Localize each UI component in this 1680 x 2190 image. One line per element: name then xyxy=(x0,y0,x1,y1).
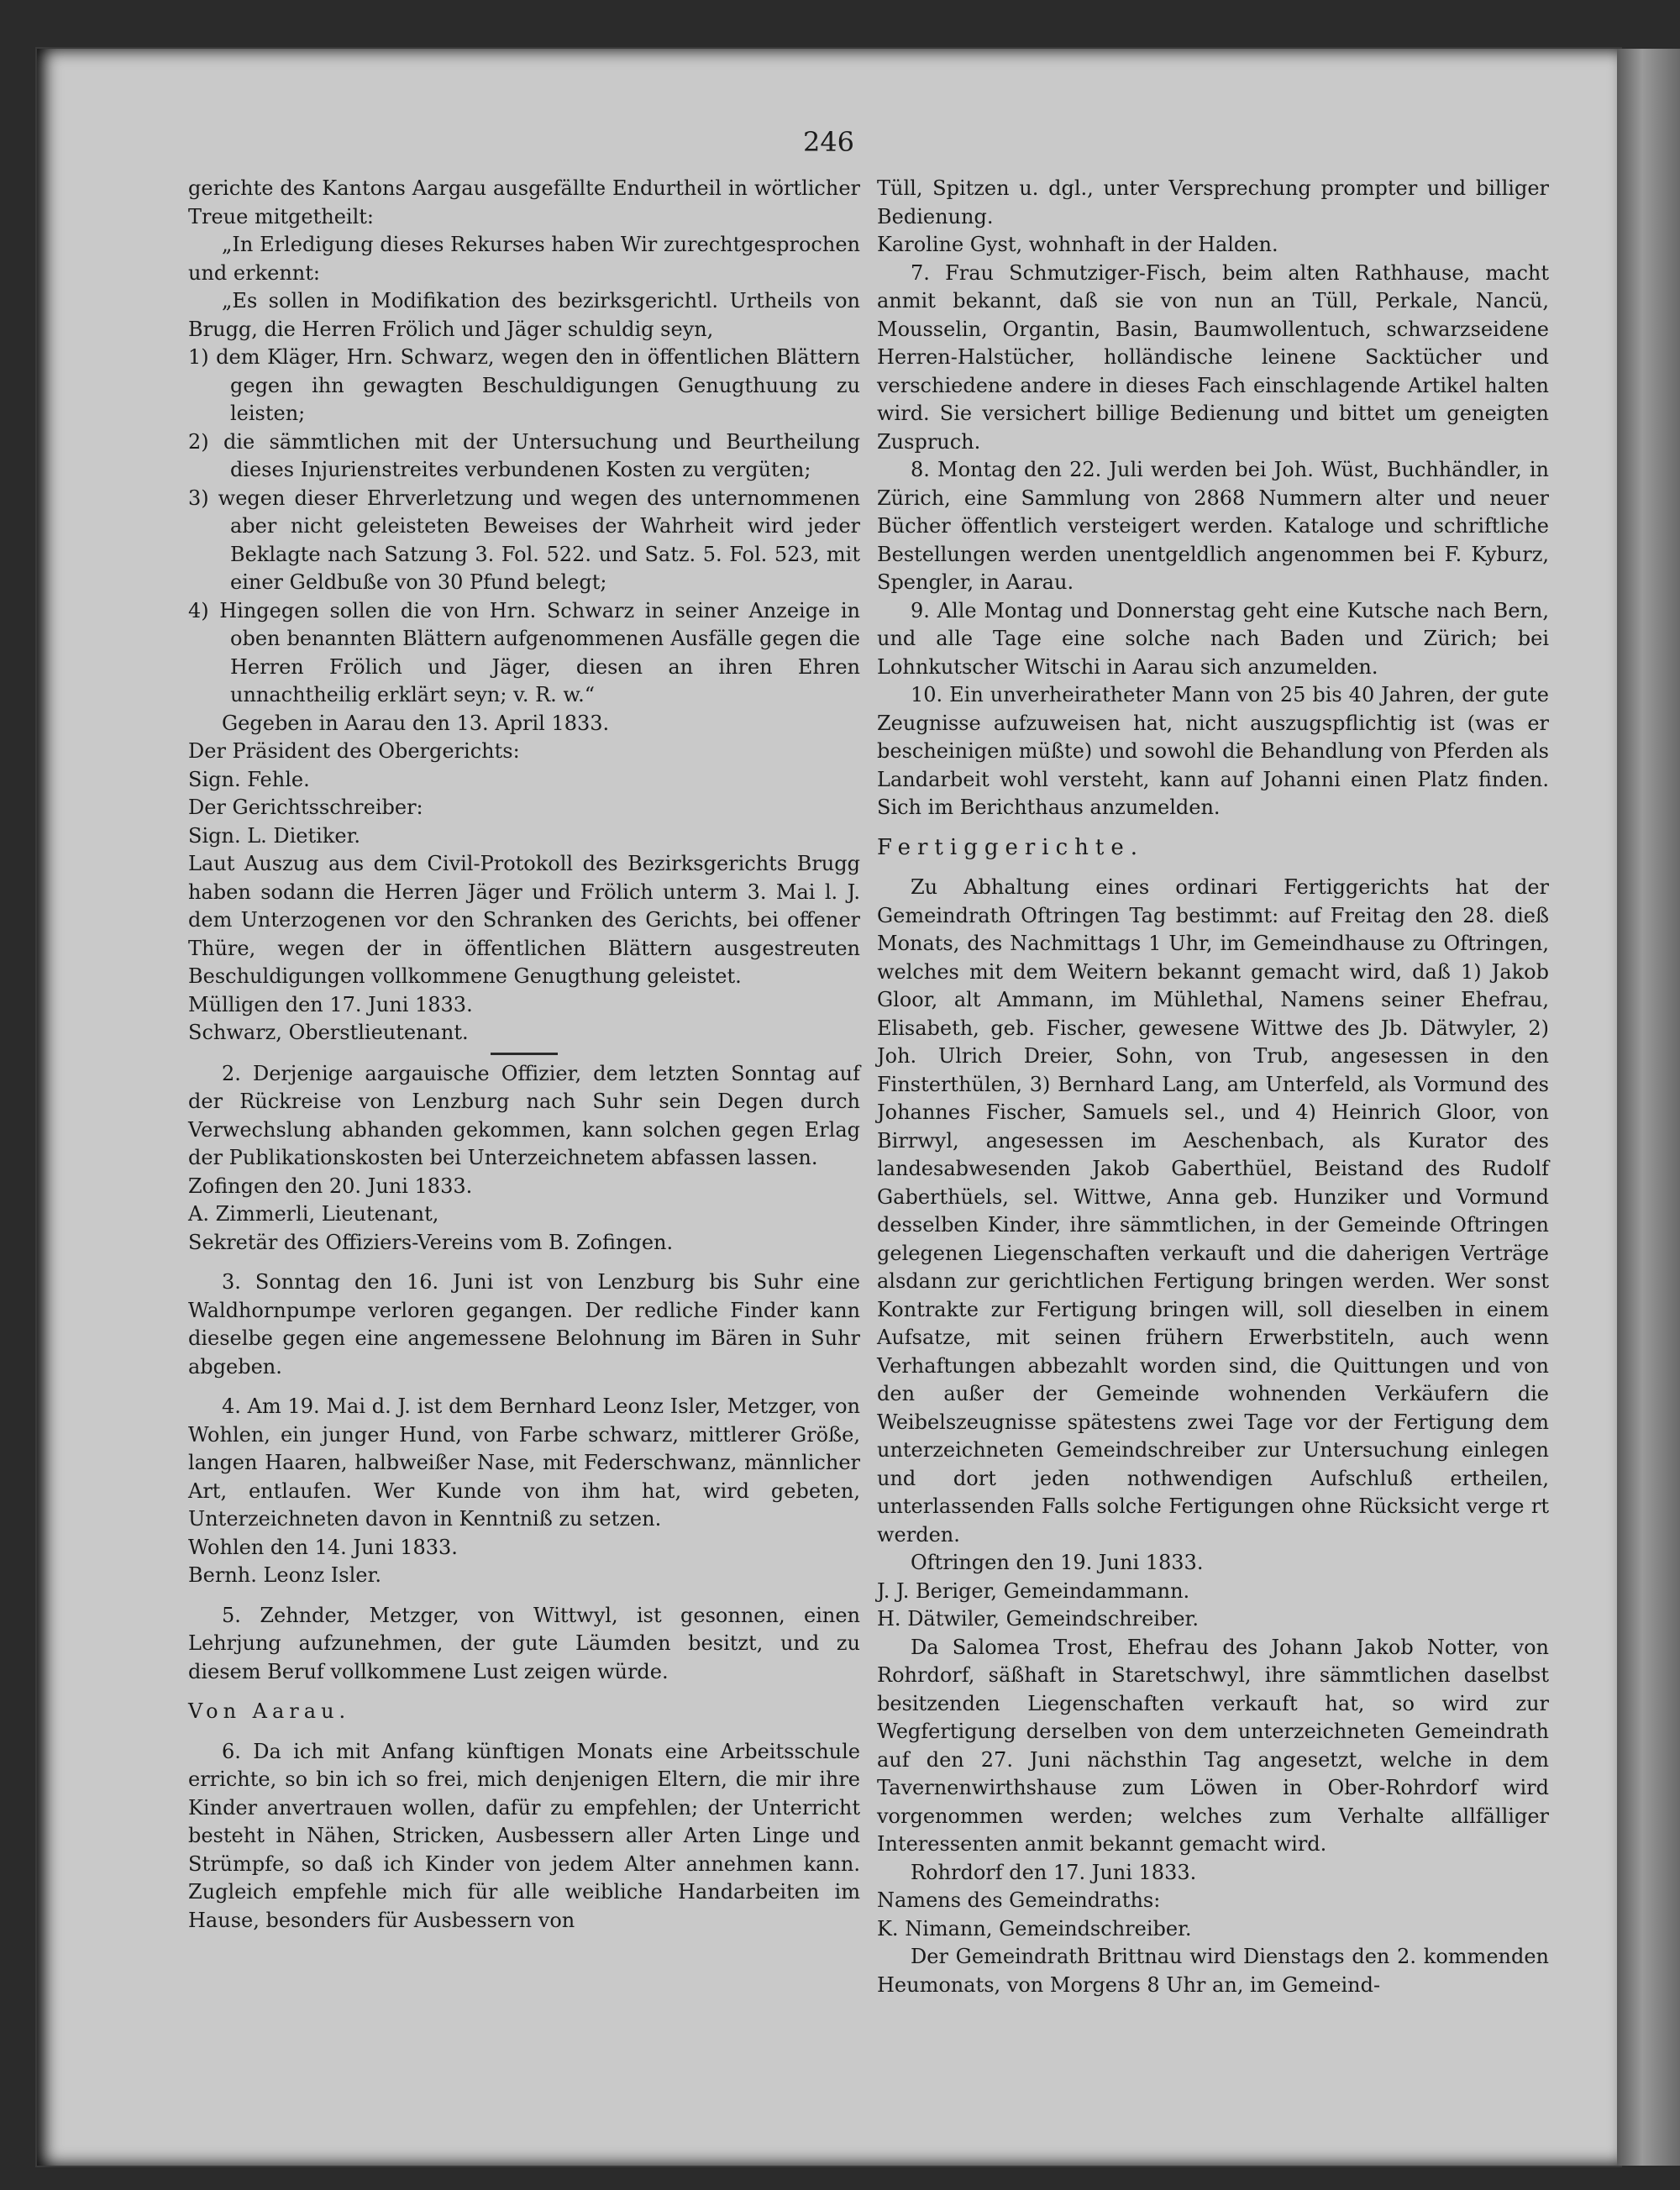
section-divider xyxy=(491,1053,558,1055)
notice-5: 5. Zehnder, Metzger, von Wittwyl, ist gesonnen, einen Lehrjung aufzunehmen, der gute Läumden besitzt, und zu diesem Beruf vollkommene Lust zeigen würde. xyxy=(188,1603,860,1683)
notice-2-signature-title: Sekretär des Offiziers-Vereins vom B. Zofingen. xyxy=(188,1230,674,1254)
clerk-signature: Sign. L. Dietiker. xyxy=(188,823,361,848)
fertiggericht-rohrdorf-signature-2: K. Nimann, Gemeindschreiber. xyxy=(877,1916,1192,1941)
spacer xyxy=(188,1257,860,1268)
muelligen-date: Mülligen den 17. Juni 1833. xyxy=(188,992,473,1016)
fertiggericht-rohrdorf-signature-1: Namens des Gemeindraths: xyxy=(877,1888,1161,1912)
page-number: 246 xyxy=(802,126,855,158)
notice-8: 8. Montag den 22. Juli werden bei Joh. Wüst, Buchhändler, in Zürich, eine Sammlung von 2868 Nummern alter und neuer Bücher öffentlich versteigert werden. Kataloge und schriftliche Bestellungen werden unentgeldlich angenommen bei F. Kyburz, Spengler, in Aarau. xyxy=(877,458,1549,594)
notice-9: 9. Alle Montag und Donnerstag geht eine Kutsche nach Bern, und alle Tage eine solche nach Baden und Zürich; bei Lohnkutscher Witschi in Aarau sich anzumelden. xyxy=(877,598,1549,679)
given-date: Gegeben in Aarau den 13. April 1833. xyxy=(222,711,610,735)
fertiggericht-oftringen-signature-2: H. Dätwiler, Gemeindschreiber. xyxy=(877,1607,1200,1631)
notice-10: 10. Ein unverheiratheter Mann von 25 bis 40 Jahren, der gute Zeugnisse aufzuweisen hat, nicht auszugspflichtig ist (was er bescheinigen müßte) und sowohl die Behandlung von Pferden als Landarbeit wohl versteht, kann auf Johanni einen Platz finden. Sich im Berichthaus anzumelden. xyxy=(877,683,1549,819)
notice-4-date: Wohlen den 14. Juni 1833. xyxy=(188,1535,458,1559)
verdict-list xyxy=(188,344,860,710)
spacer xyxy=(188,1381,860,1393)
spacer xyxy=(188,1726,860,1738)
fertiggericht-rohrdorf-date: Rohrdorf den 17. Juni 1833. xyxy=(911,1860,1197,1884)
verdict-item: 1) dem Kläger, Hrn. Schwarz, wegen den in öffentlichen Blättern gegen ihn gewagten Beschuldigungen Genugthuung zu leisten; xyxy=(188,345,860,425)
fertiggericht-oftringen: Zu Abhaltung eines ordinari Fertiggerichts hat der Gemeindrath Oftringen Tag bestimmt: auf Freitag den 28. dieß Monats, des Nachmittags 1 Uhr, im Gemeindhause zu Oftringen, welches mit dem Weitern bekannt gemacht wird, daß 1) Jakob Gloor, alt Ammann, im Mühlethal, Namens seiner Ehefrau, Elisabeth, geb. Fischer, gewesene Wittwe des Jb. Dätwyler, 2) Joh. Ulrich Dreier, Sohn, von Trub, angesessen in den Finsterthülen, 3) Bernhard Lang, am Unterfeld, als Vormund des Johannes Fischer, Samuels sel., und 4) Heinrich Gloor, von Birrwyl, angesessen im Aeschenbach, als Kurator des landesabwesenden Jakob Gaberthüel, Beistand des Rudolf Gaberthüels, sel. Wittwe, Anna geb. Hunziker und Vormund desselben Kinder, ihre sämmtlichen, in der Gemeinde Oftringen gelegenen Liegenschaften verkauft und die daherigen Verträge alsdann zur gerichtlichen Fertigung bringen werden. Wer sonst Kontrakte zur Fertigung bringen will, soll dieselben in einem Aufsatze, mit seinen frühern Erwerbstiteln, auch wenn Verhaftungen abbezahlt worden sind, die Quittungen und von den außer der Gemeinde wohnenden Verkäufern die Weibelszeugnisse spätestens zwei Tage vor der Fertigung dem unterzeichneten Gemeindschreiber zur Untersuchung einlegen und dort jeden nothwendigen Aufschluß ertheilen, unterlassenden Falls solche Fertigungen ohne Rücksicht verge rt werden. xyxy=(877,875,1549,1547)
verdict-item: 2) die sämmtlichen mit der Untersuchung und Beurtheilung dieses Injurienstreites verbundenen Kosten zu vergüten; xyxy=(188,429,860,481)
notice-6: 6. Da ich mit Anfang künftigen Monats eine Arbeitsschule errichte, so bin ich so frei, mich denjenigen Eltern, die mir ihre Kinder anvertrauen wollen, dafür zu empfehlen; der Unterricht besteht in Nähen, Stricken, Ausbessern aller Arten Linge und Strümpfe, so daß ich Kinder von jedem Alter annehmen kann. Zugleich empfehle mich für alle weibliche Handarbeiten im Hause, besonders für Ausbessern von xyxy=(188,1739,860,1932)
quote-main: „Es sollen in Modifikation des bezirksgerichtl. Urtheils von Brugg, die Herren Frölich und Jäger schuldig seyn, xyxy=(188,289,860,341)
verdict-item: 4) Hingegen sollen die von Hrn. Schwarz in seiner Anzeige in oben benannten Blättern aufgenommenen Ausfälle gegen die Herren Frölich und Jäger, diesen an ihren Ehren unnachtheilig erklärt seyn; v. R. w.“ xyxy=(188,598,860,706)
fertiggerichte-heading: Fertiggerichte. xyxy=(877,834,1145,860)
spacer xyxy=(877,862,1549,874)
notice-4-signature: Bernh. Leonz Isler. xyxy=(188,1563,381,1587)
verdict-item: 3) wegen dieser Ehrverletzung und wegen des unternommenen aber nicht geleisteten Beweises der Wahrheit wird jeder Beklagte nach Satzung 3. Fol. 522. und Satz. 5. Fol. 523, mit einer Geldbuße von 30 Pfund belegt; xyxy=(188,486,860,594)
notice-2-signature: A. Zimmerli, Lieutenant, xyxy=(188,1202,439,1226)
adjacent-page-edge xyxy=(1617,49,1680,2166)
fertiggericht-oftringen-signature-1: J. J. Beriger, Gemeindammann. xyxy=(877,1578,1190,1603)
president-title: Der Präsident des Obergerichts: xyxy=(188,739,520,763)
extract-text: Laut Auszug aus dem Civil-Protokoll des Bezirksgerichts Brugg haben sodann die Herren Jäger und Frölich unterm 3. Mai l. J. dem Unterzogenen vor den Schranken des Gerichts, bei offener Thüre, wegen der in öffentlichen Blättern ausgestreuten Beschuldigungen vollkommene Genugthung geleistet. xyxy=(188,852,860,988)
newspaper-page xyxy=(37,49,1620,2166)
notice-4: 4. Am 19. Mai d. J. ist dem Bernhard Leonz Isler, Metzger, von Wohlen, ein junger Hund, von Farbe schwarz, mittlerer Größe, langen Haaren, halbweißer Nase, mit Federschwanz, männlicher Art, entlaufen. Wer Kunde von ihm hat, wird gebeten, Unterzeichneten davon in Kenntniß zu setzen. xyxy=(188,1394,860,1531)
right-column xyxy=(877,175,1549,1999)
left-column xyxy=(188,175,860,1935)
notice-2: 2. Derjenige aargauische Offizier, dem letzten Sonntag auf der Rückreise von Lenzburg nach Suhr sein Degen durch Verwechslung abhanden gekommen, kann solchen gegen Erlag der Publikationskosten bei Unterzeichnetem abfassen lassen. xyxy=(188,1061,860,1169)
spacer xyxy=(188,1590,860,1602)
intro-text: gerichte des Kantons Aargau ausgefällte Endurtheil in wörtlicher Treue mitgetheilt: xyxy=(188,176,860,228)
quote-open: „In Erledigung dieses Rekurses haben Wir zurechtgesprochen und erkennt: xyxy=(188,233,860,285)
clerk-title: Der Gerichtsschreiber: xyxy=(188,796,423,819)
notice-3: 3. Sonntag den 16. Juni ist von Lenzburg bis Suhr eine Waldhornpumpe verloren gegangen. Der redliche Finder kann dieselbe gegen eine angemessene Belohnung im Bären in Suhr abgeben. xyxy=(188,1270,860,1379)
notice-2-date: Zofingen den 20. Juni 1833. xyxy=(188,1174,473,1198)
notice-6-signature: Karoline Gyst, wohnhaft in der Halden. xyxy=(877,233,1278,256)
notice-6-continued: Tüll, Spitzen u. dgl., unter Versprechung prompter und billiger Bedienung. xyxy=(877,176,1549,228)
fertiggericht-brittnau: Der Gemeindrath Brittnau wird Dienstags den 2. kommenden Heumonats, von Morgens 8 Uhr an, im Gemeind- xyxy=(877,1945,1549,1997)
notice-7: 7. Frau Schmutziger-Fisch, beim alten Rathhause, macht anmit bekannt, daß sie von nun an Tüll, Perkale, Nancü, Mousselin, Organtin, Basin, Baumwollentuch, schwarzseidene Herren-Halstücher, holländische leinene Sacktücher und verschiedene andere in dieses Fach einschlagende Artikel halten wird. Sie versichert billige Bedienung und bittet um geneigten Zuspruch. xyxy=(877,260,1549,454)
fertiggericht-rohrdorf: Da Salomea Trost, Ehefrau des Johann Jakob Notter, von Rohrdorf, säßhaft in Staretschwyl, ihre sämmtlichen daselbst besitzenden Liegenschaften verkauft hat, so wird zur Wegfertigung derselben von dem unterzeichneten Gemeindrath auf den 27. Juni nächsthin Tag angesetzt, welche in dem Tavernenwirthshause zum Löwen in Ober-Rohrdorf wird vorgenommen werden; welches zum Verhalte allfälliger Interessenten anmit bekannt gemacht wird. xyxy=(877,1635,1549,1856)
president-signature: Sign. Fehle. xyxy=(188,767,310,791)
fertiggericht-oftringen-date: Oftringen den 19. Juni 1833. xyxy=(911,1551,1204,1574)
muelligen-signature: Schwarz, Oberstlieutenant. xyxy=(188,1021,469,1044)
spacer xyxy=(188,1686,860,1698)
von-aarau-heading: Von Aarau. xyxy=(188,1699,351,1723)
spacer xyxy=(877,822,1549,834)
